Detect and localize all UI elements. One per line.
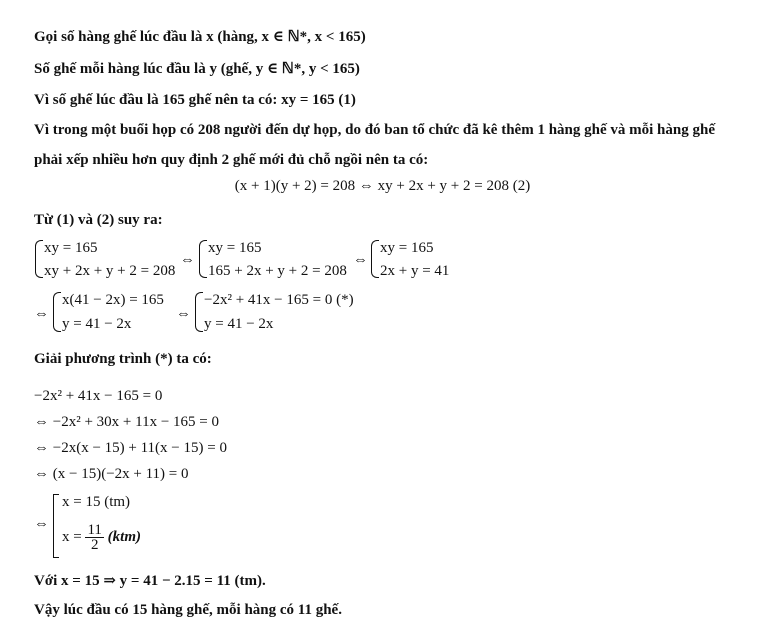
line-solve-star: Giải phương trình (*) ta có: [34,351,212,367]
line-check-solution: Với x = 15 ⇒ y = 41 − 2.15 = 11 (tm). [34,573,266,589]
line-define-y: Số ghế mỗi hàng lúc đầu là y (ghế, y ∈ ℕ*, y < 165) [34,61,360,77]
system-4-eq-a: x(41 − 2x) = 165 [62,292,164,308]
solve-step-4: ⇔ (x − 15)(−2x + 11) = 0 [34,466,189,482]
left-brace [195,292,203,332]
equivalence-symbol: ⇔ [34,306,49,322]
equation-2: (x + 1)(y + 2) = 208 ⇔ xy + 2x + y + 2 = 208 (2) [234,178,531,194]
left-brace [371,240,379,278]
root-1: x = 15 (tm) [62,494,131,510]
system-5-eq-a: −2x² + 41x − 165 = 0 (*) [204,292,354,308]
root-2 [62,522,141,552]
solve-step-2: ⇔ −2x² + 30x + 11x − 165 = 0 [34,414,219,430]
fraction-denominator: 2 [90,537,99,554]
root-2-tag: (ktm) [107,529,141,545]
line-problem-statement-cont: phải xếp nhiều hơn quy định 2 ghế mới đủ chỗ ngồi nên ta có: [34,152,429,168]
solve-step-3: ⇔ −2x(x − 15) + 11(x − 15) = 0 [34,440,227,456]
equivalence-symbol: ⇔ [176,306,191,322]
root-2-lhs: x = [62,529,82,545]
system-2-eq-b: 165 + 2x + y + 2 = 208 [208,263,347,279]
system-3-eq-b: 2x + y = 41 [380,263,450,279]
solve-step-1: −2x² + 41x − 165 = 0 [34,388,163,404]
system-1-eq-b: xy + 2x + y + 2 = 208 [44,263,176,279]
system-2-eq-a: xy = 165 [208,240,262,256]
equivalence-symbol: ⇔ [34,516,49,532]
line-from-1-and-2: Từ (1) và (2) suy ra: [34,212,163,228]
line-problem-statement: Vì trong một buổi họp có 208 người đến dự họp, do đó ban tổ chức đã kê thêm 1 hàng ghế và mỗi hàng ghế [34,122,715,138]
left-brace [199,240,207,278]
system-5-eq-b: y = 41 − 2x [204,316,274,332]
equivalence-symbol: ⇔ [180,252,195,268]
left-brace [53,292,61,332]
line-equation-1: Vì số ghế lúc đầu là 165 ghế nên ta có: xy = 165 (1) [34,92,356,108]
system-4-eq-b: y = 41 − 2x [62,316,132,332]
equivalence-symbol: ⇔ [353,252,368,268]
line-conclusion: Vậy lúc đầu có 15 hàng ghế, mỗi hàng có 11 ghế. [34,602,342,618]
left-bracket [53,494,59,558]
fraction [85,523,103,552]
line-define-x: Gọi số hàng ghế lúc đầu là x (hàng, x ∈ ℕ*, x < 165) [34,29,366,45]
fraction-numerator: 11 [87,522,102,539]
left-brace [35,240,43,278]
system-1-eq-a: xy = 165 [44,240,98,256]
system-3-eq-a: xy = 165 [380,240,434,256]
